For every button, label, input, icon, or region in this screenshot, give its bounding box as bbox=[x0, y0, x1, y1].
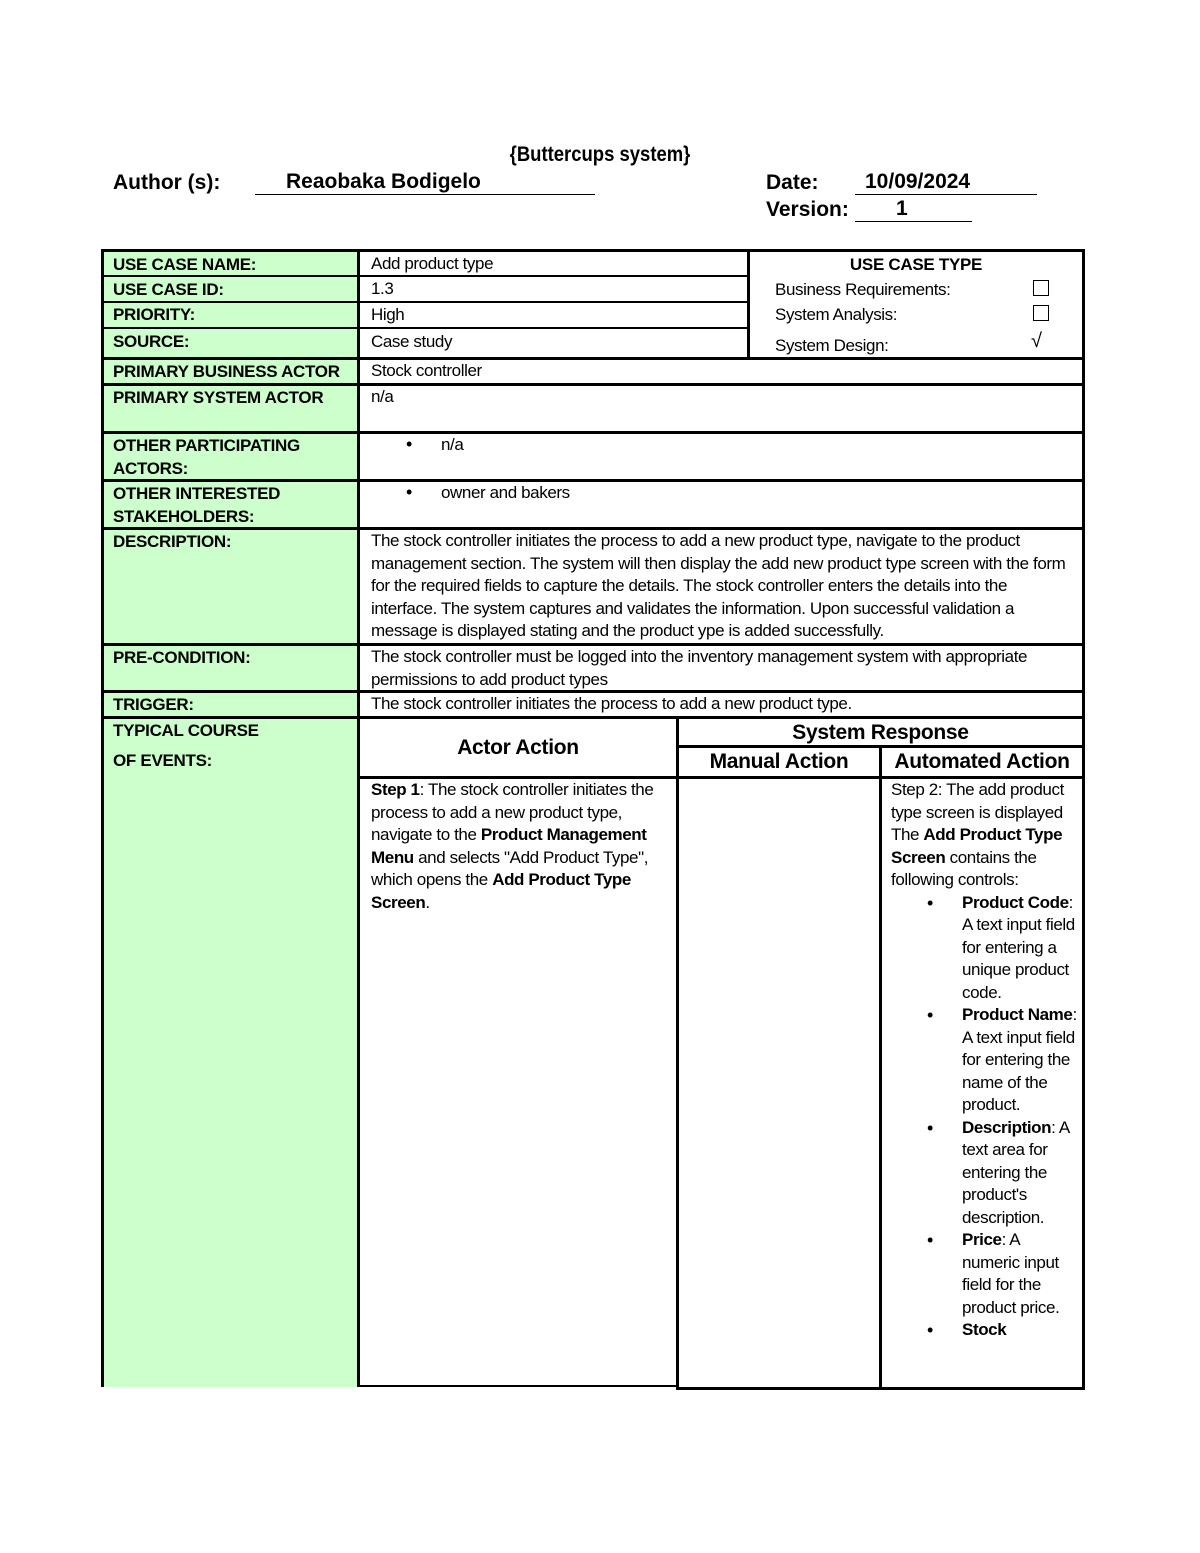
primary-system-actor-value: n/a bbox=[371, 387, 394, 406]
use-case-name-label: USE CASE NAME: bbox=[113, 255, 257, 274]
bullet: • bbox=[406, 434, 413, 454]
priority-value: High bbox=[371, 305, 405, 324]
label-column-bg bbox=[103, 251, 358, 1387]
primary-business-actor-label: PRIMARY BUSINESS ACTOR bbox=[113, 362, 340, 381]
other-interested-label: OTHER INTERESTED STAKEHOLDERS: bbox=[113, 484, 281, 526]
trigger-text: The stock controller initiates the process to add a new product type. bbox=[371, 694, 852, 713]
use-case-type-heading: USE CASE TYPE bbox=[849, 255, 983, 274]
other-participating-value: n/a bbox=[441, 435, 464, 454]
source-label: SOURCE: bbox=[113, 332, 190, 351]
step-2-text: Step 2: The add product type screen is displayed The Add Product Type Screen contains the following controls: • Product Code: A text input field for entering a unique product code. • Product Name: A text input field for entering the name of the product. • Description: A text area for entering the product's description. • Price: A numeric input field for the product price. • Stock bbox=[891, 779, 1079, 1342]
version-label: Version: bbox=[766, 198, 849, 221]
system-title: {Buttercups system} bbox=[509, 143, 691, 166]
other-interested-value: owner and bakers bbox=[441, 483, 570, 502]
use-case-id-label: USE CASE ID: bbox=[113, 280, 224, 299]
description-text: The stock controller initiates the process to add a new product type, navigate to the product management section. The system will then display the add new product type screen with the form for the required fields to capture the details. The stock controller enters the details into the interface. The system captures and validates the information. Upon successful validation a message is displayed stating and the product ype is added successfully. bbox=[371, 531, 1066, 640]
date-field bbox=[855, 170, 1037, 195]
priority-label: PRIORITY: bbox=[113, 305, 195, 324]
type-system-analysis-label: System Analysis: bbox=[775, 305, 898, 324]
version-field bbox=[855, 197, 972, 222]
precondition-label: PRE-CONDITION: bbox=[113, 648, 251, 667]
type-business-requirements-label: Business Requirements: bbox=[775, 280, 951, 299]
use-case-name-value: Add product type bbox=[371, 254, 494, 273]
other-participating-label: OTHER PARTICIPATING ACTORS: bbox=[113, 436, 300, 478]
controls-list bbox=[891, 892, 1079, 1342]
list-item: • Description: A text area for entering the product's description. bbox=[891, 1117, 1079, 1230]
date-value: 10/09/2024 bbox=[865, 170, 971, 193]
bullet: • bbox=[406, 482, 413, 502]
step-1-text: Step 1: The stock controller initiates the process to add a new product type, navigate to the Product Management Menu and selects "Add Product Type", which opens the Add Product Type Screen. bbox=[371, 780, 654, 912]
source-value: Case study bbox=[371, 332, 453, 351]
manual-action-heading: Manual Action bbox=[709, 750, 849, 773]
list-item: • Price: A numeric input field for the product price. bbox=[891, 1229, 1079, 1319]
trigger-label: TRIGGER: bbox=[113, 695, 194, 714]
type-system-design-label: System Design: bbox=[775, 336, 889, 355]
precondition-text: The stock controller must be logged into the inventory management system with appropriate permissions to add product types bbox=[371, 647, 1028, 689]
author-field bbox=[255, 170, 595, 195]
version-value: 1 bbox=[896, 197, 908, 220]
actor-action-heading: Actor Action bbox=[457, 736, 579, 759]
primary-business-actor-value: Stock controller bbox=[371, 361, 482, 380]
date-label: Date: bbox=[766, 171, 819, 194]
list-item: • Stock bbox=[891, 1319, 1079, 1342]
typical-course-label: TYPICAL COURSE OF EVENTS: bbox=[113, 721, 259, 770]
system-analysis-checkbox[interactable] bbox=[1033, 305, 1049, 321]
description-label: DESCRIPTION: bbox=[113, 532, 232, 551]
business-requirements-checkbox[interactable] bbox=[1033, 280, 1049, 296]
author-label: Author (s): bbox=[113, 171, 221, 194]
list-item: • Product Code: A text input field for entering a unique product code. bbox=[891, 892, 1079, 1005]
list-item: • Product Name: A text input field for entering the name of the product. bbox=[891, 1004, 1079, 1117]
primary-system-actor-label: PRIMARY SYSTEM ACTOR bbox=[113, 388, 324, 407]
system-design-checkmark: √ bbox=[1031, 330, 1042, 352]
author-value: Reaobaka Bodigelo bbox=[286, 170, 481, 193]
automated-action-heading: Automated Action bbox=[894, 750, 1070, 773]
use-case-id-value: 1.3 bbox=[371, 279, 394, 298]
system-response-heading: System Response bbox=[792, 721, 969, 744]
